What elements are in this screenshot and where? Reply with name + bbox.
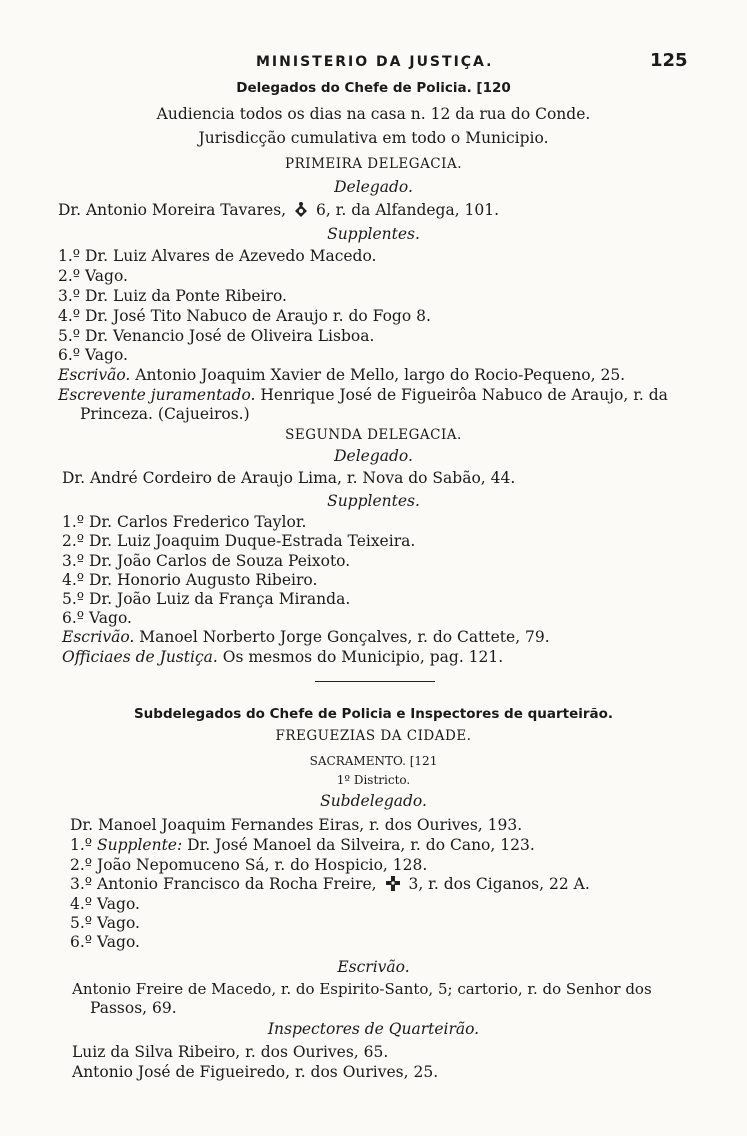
list-item: 1.º Dr. Luiz Alvares de Azevedo Macedo. [58, 247, 377, 265]
supplente-text: Dr. José Manoel da Silveira, r. do Cano, 123. [187, 836, 535, 854]
segunda-delegado-line: Dr. André Cordeiro de Araujo Lima, r. Nova do Sabão, 44. [62, 469, 516, 487]
primeira-delegado-address: 6, r. da Alfandega, 101. [315, 201, 500, 219]
supplente-3-name: 3.º Antonio Francisco da Rocha Freire, [70, 875, 377, 893]
escrevente-label: Escrevente juramentado. [58, 386, 256, 404]
officiaes-label: Officiaes de Justiça. [62, 648, 218, 666]
distrito-heading: 1º Districto. [336, 773, 411, 787]
primeira-delegacia-heading: PRIMEIRA DELEGACIA. [284, 156, 463, 172]
list-item: 3.º Dr. Luiz da Ponte Ribeiro. [58, 287, 287, 305]
subdelegado-line: Dr. Manoel Joaquim Fernandes Eiras, r. dos Ourives, 193. [70, 816, 523, 834]
page-number: 125 [650, 50, 688, 71]
escrevente-text: Henrique José de Figueirôa Nabuco de Araujo, r. da [260, 386, 668, 404]
primeira-delegado-line [58, 200, 499, 223]
segunda-delegacia-heading: SEGUNDA DELEGACIA. [285, 427, 462, 443]
escrivao-text: Manoel Norberto Jorge Gonçalves, r. do Cattete, 79. [139, 628, 550, 646]
subdelegados-escrivao-continuation: Passos, 69. [90, 999, 177, 1017]
escrivao-label: Escrivão. [62, 628, 135, 646]
freguezias-heading: FREGUEZIAS DA CIDADE. [275, 728, 472, 744]
list-item: 5.º Vago. [70, 914, 140, 932]
list-item: 4.º Dr. José Tito Nabuco de Araujo r. do Fogo 8. [58, 307, 431, 325]
supplente-number: 1.º [70, 836, 93, 854]
list-item: 1.º Dr. Carlos Frederico Taylor. [62, 513, 307, 531]
segunda-officiaes-line [62, 647, 503, 667]
section-title-delegados: Delegados do Chefe de Policia. [120 [236, 80, 511, 96]
supplente-3-line [70, 874, 590, 897]
segunda-escrivao-line [62, 627, 550, 647]
subdelegados-escrivao-label: Escrivão. [337, 958, 410, 976]
primeira-supplentes-label: Supplentes. [327, 225, 420, 243]
primeira-escrevente-line [58, 385, 668, 405]
list-item: 2.º Vago. [58, 267, 128, 285]
list-item: 3.º Dr. João Carlos de Souza Peixoto. [62, 552, 351, 570]
jurisdicao-line: Jurisdicção cumulativa em todo o Municipio. [198, 129, 549, 147]
order-insignia-icon [294, 201, 308, 223]
list-item: Antonio José de Figueiredo, r. dos Ourives, 25. [72, 1063, 439, 1081]
list-item: 6.º Vago. [62, 609, 132, 627]
subdelegados-escrivao-line: Antonio Freire de Macedo, r. do Espirito-Santo, 5; cartorio, r. do Senhor dos [72, 980, 652, 998]
cross-insignia-icon [385, 875, 401, 897]
list-item: 6.º Vago. [70, 933, 140, 951]
escrivao-label: Escrivão. [58, 366, 131, 384]
list-item: 2.º João Nepomuceno Sá, r. do Hospicio, 128. [70, 856, 428, 874]
primeira-escrivao-line [58, 365, 625, 385]
segunda-delegado-label: Delegado. [334, 447, 413, 465]
list-item: 5.º Dr. Venancio José de Oliveira Lisboa. [58, 327, 375, 345]
list-item: 4.º Vago. [70, 895, 140, 913]
running-header: MINISTERIO DA JUSTIÇA. [256, 54, 494, 70]
audiencia-line: Audiencia todos os dias na casa n. 12 da rua do Conde. [156, 105, 591, 123]
escrivao-text: Antonio Joaquim Xavier de Mello, largo do Rocio-Pequeno, 25. [135, 366, 626, 384]
list-item: 2.º Dr. Luiz Joaquim Duque-Estrada Teixeira. [62, 532, 416, 550]
officiaes-text: Os mesmos do Municipio, pag. 121. [222, 648, 504, 666]
escrevente-continuation: Princeza. (Cajueiros.) [80, 405, 250, 423]
supplente-1-line [70, 835, 535, 855]
inspectores-label: Inspectores de Quarteirão. [267, 1020, 480, 1038]
list-item: Luiz da Silva Ribeiro, r. dos Ourives, 65. [72, 1043, 389, 1061]
supplente-label: Supplente: [97, 836, 183, 854]
sacramento-heading: SACRAMENTO. [121 [309, 754, 438, 768]
primeira-delegado-label: Delegado. [334, 178, 413, 196]
primeira-delegado-name: Dr. Antonio Moreira Tavares, [58, 201, 287, 219]
segunda-supplentes-label: Supplentes. [327, 492, 420, 510]
list-item: 6.º Vago. [58, 346, 128, 364]
subdelegado-label: Subdelegado. [320, 792, 427, 810]
supplente-3-address: 3, r. dos Ciganos, 22 A. [408, 875, 590, 893]
section-divider [315, 681, 435, 682]
section-title-subdelegados: Subdelegados do Chefe de Policia e Inspectores de quarteirão. [133, 706, 614, 722]
list-item: 4.º Dr. Honorio Augusto Ribeiro. [62, 571, 318, 589]
list-item: 5.º Dr. João Luiz da França Miranda. [62, 590, 351, 608]
